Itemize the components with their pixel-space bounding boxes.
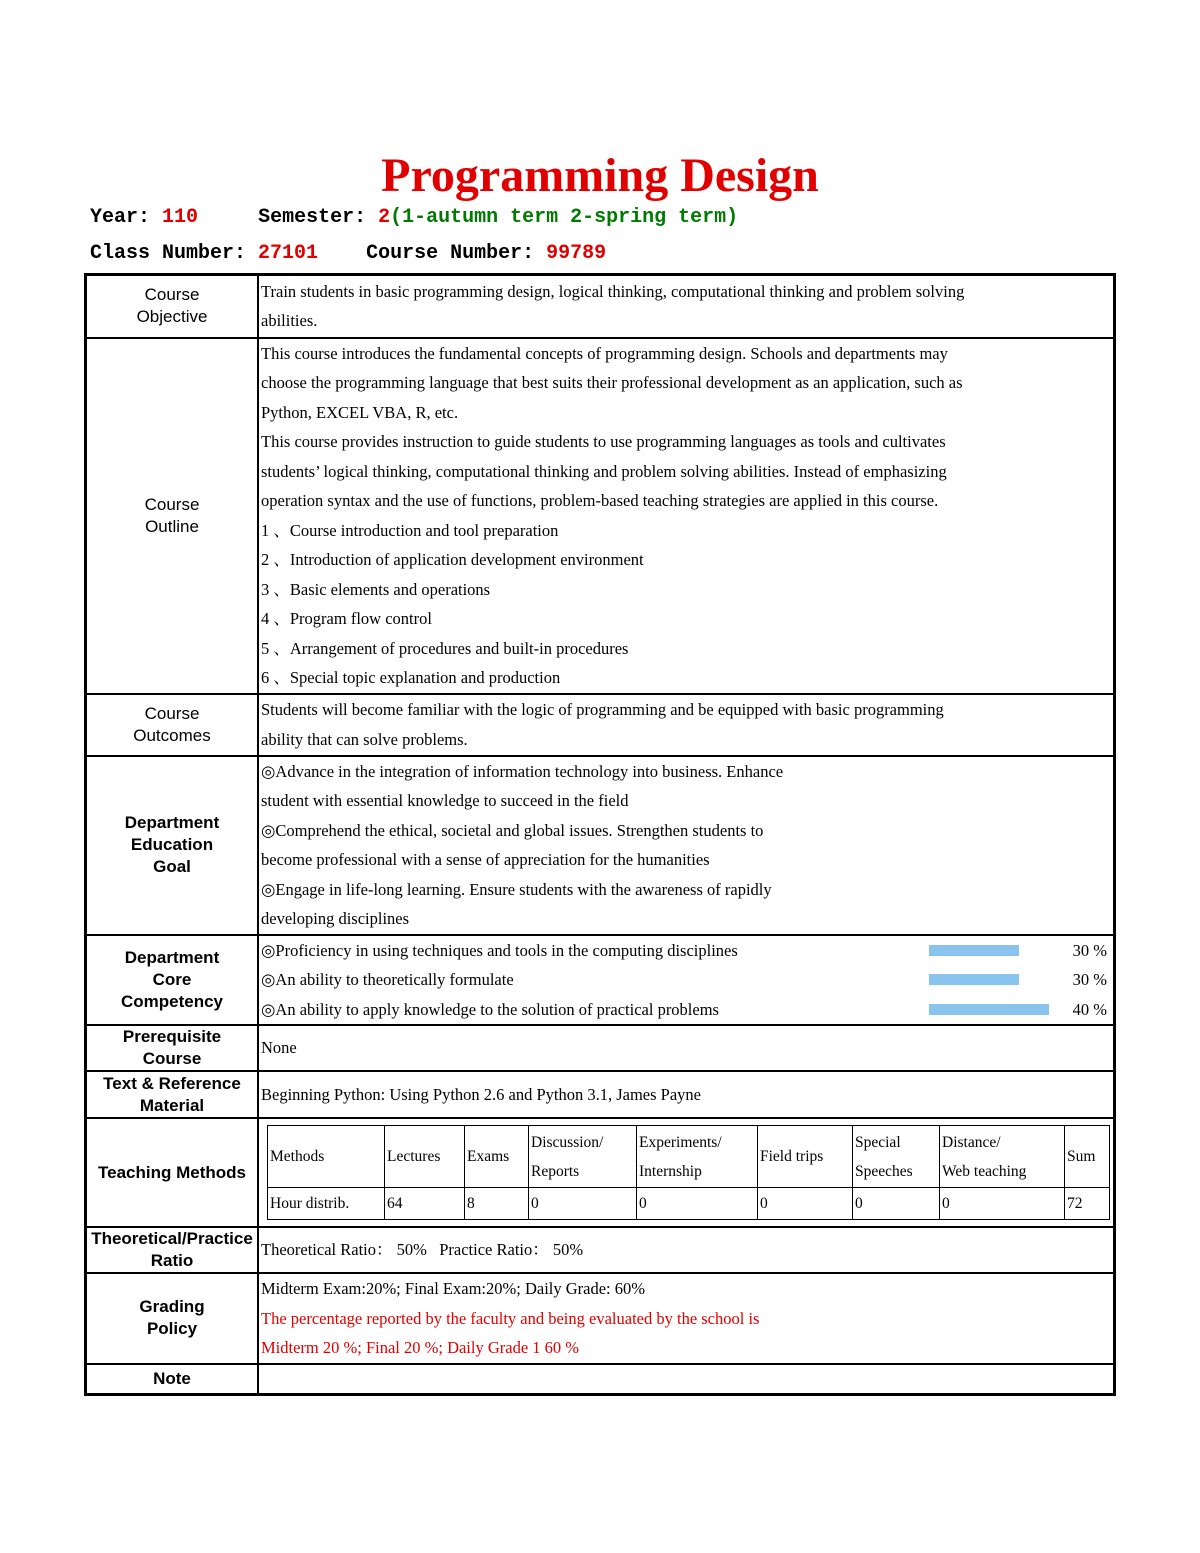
- prerequisite-content: None: [258, 1025, 1115, 1071]
- class-number-value: 27101: [258, 242, 319, 265]
- outline-label: Course Outline: [86, 338, 259, 694]
- competency-bar: [929, 945, 1019, 956]
- hours-cell: 72: [1065, 1188, 1110, 1220]
- prerequisite-row: [86, 1025, 1115, 1071]
- grading-line: Midterm Exam:20%; Final Exam:20%; Daily Grade: 60%: [261, 1279, 646, 1298]
- syllabus-table: [84, 273, 1116, 1396]
- education-goal-content: ◎Advance in the integration of information technology into business. Enhance student with essential knowledge to succeed in the field ◎Comprehend the ethical, societal and global issues. Strengthen students to become professional with a sense of appreciation for the humanities ◎Engage in life-long learning. Ensure students with the awareness of rapidly developing disciplines: [258, 756, 1115, 935]
- outcomes-row: [86, 694, 1115, 756]
- objective-content: Train students in basic programming design, logical thinking, computational thinking and problem solving abilities.: [258, 275, 1115, 338]
- hours-cell: 0: [940, 1188, 1065, 1220]
- page-title: Programming Design: [381, 149, 819, 202]
- method-header: Experiments/ Internship: [637, 1126, 758, 1188]
- course-number-value: 99789: [546, 242, 607, 265]
- method-header: Methods: [268, 1126, 385, 1188]
- teaching-header-row: [268, 1126, 1110, 1188]
- objective-label: Course Objective: [86, 275, 259, 338]
- hours-cell: 64: [385, 1188, 465, 1220]
- textbook-label: Text & Reference Material: [86, 1071, 259, 1118]
- competency-percent: 30 %: [1072, 940, 1107, 960]
- semester-value: 2: [378, 206, 391, 229]
- note-row: [86, 1364, 1115, 1395]
- education-goal-label: Department Education Goal: [86, 756, 259, 935]
- year-semester-line: [90, 206, 738, 229]
- ratio-label: Theoretical/Practice Ratio: [86, 1227, 259, 1273]
- outline-content: This course introduces the fundamental concepts of programming design. Schools and departments may choose the programming language that best suits their professional development as an application, such as Python, EXCEL VBA, R, etc. This course provides instruction to guide students to use programming languages as tools and cultivates students’ logical thinking, computational thinking and problem solving abilities. Instead of emphasizing operation syntax and the use of functions, problem-based teaching strategies are applied in this course. 1 、Course introduction and tool preparation 2 、Introduction of application development environment 3 、Basic elements and operations 4 、Program flow control 5 、Arrangement of procedures and built-in procedures 6 、Special topic explanation and production: [258, 338, 1115, 694]
- class-number-label: Class Number:: [90, 242, 247, 265]
- teaching-methods-label: Teaching Methods: [86, 1118, 259, 1227]
- hours-cell: 0: [758, 1188, 853, 1220]
- method-header: Discussion/ Reports: [529, 1126, 637, 1188]
- teaching-hours-row: [268, 1188, 1110, 1220]
- grading-row: [86, 1273, 1115, 1364]
- teaching-methods-row: [86, 1118, 1115, 1227]
- outcomes-content: Students will become familiar with the logic of programming and be equipped with basic programming ability that can solve problems.: [258, 694, 1115, 756]
- note-label: Note: [86, 1364, 259, 1395]
- class-course-line: [90, 242, 606, 265]
- note-content: [258, 1364, 1115, 1395]
- prerequisite-label: Prerequisite Course: [86, 1025, 259, 1071]
- method-header: Lectures: [385, 1126, 465, 1188]
- method-header: Distance/ Web teaching: [940, 1126, 1065, 1188]
- grading-content: [258, 1273, 1115, 1364]
- core-competency-content: [258, 935, 1115, 1026]
- grading-school-note: The percentage reported by the faculty and being evaluated by the school is: [261, 1308, 760, 1328]
- hours-cell: 8: [465, 1188, 529, 1220]
- course-number-label: Course Number:: [366, 242, 535, 265]
- competency-bar: [929, 1004, 1049, 1015]
- ratio-content: Theoretical Ratio： 50% Practice Ratio： 50%: [258, 1227, 1115, 1273]
- outline-row: [86, 338, 1115, 694]
- semester-label: Semester:: [258, 206, 367, 229]
- method-header: Sum: [1065, 1126, 1110, 1188]
- teaching-methods-table: [267, 1125, 1110, 1220]
- education-goal-row: [86, 756, 1115, 935]
- hours-cell: Hour distrib.: [268, 1188, 385, 1220]
- competency-item: ◎Proficiency in using techniques and tools in the computing disciplines 30 %: [261, 936, 1113, 966]
- ratio-row: [86, 1227, 1115, 1273]
- hours-cell: 0: [637, 1188, 758, 1220]
- teaching-methods-content: [258, 1118, 1115, 1227]
- core-competency-row: [86, 935, 1115, 1026]
- core-competency-label: Department Core Competency: [86, 935, 259, 1026]
- competency-percent: 40 %: [1072, 999, 1107, 1019]
- year-label: Year:: [90, 206, 151, 229]
- competency-item: ◎An ability to apply knowledge to the solution of practical problems 40 %: [261, 995, 1113, 1025]
- competency-bar: [929, 974, 1019, 985]
- competency-percent: 30 %: [1072, 970, 1107, 989]
- year-value: 110: [162, 206, 199, 229]
- hours-cell: 0: [853, 1188, 940, 1220]
- objective-row: [86, 275, 1115, 338]
- hours-cell: 0: [529, 1188, 637, 1220]
- competency-item: ◎An ability to theoretically formulate 30 %: [261, 965, 1113, 995]
- outcomes-label: Course Outcomes: [86, 694, 259, 756]
- grading-label: Grading Policy: [86, 1273, 259, 1364]
- method-header: Field trips: [758, 1126, 853, 1188]
- textbook-row: [86, 1071, 1115, 1118]
- method-header: Special Speeches: [853, 1126, 940, 1188]
- grading-school-ratio: Midterm 20 %; Final 20 %; Daily Grade 1 60 %: [261, 1338, 580, 1357]
- textbook-content: Beginning Python: Using Python 2.6 and Python 3.1, James Payne: [258, 1071, 1115, 1118]
- method-header: Exams: [465, 1126, 529, 1188]
- semester-note: (1-autumn term 2-spring term): [390, 206, 739, 229]
